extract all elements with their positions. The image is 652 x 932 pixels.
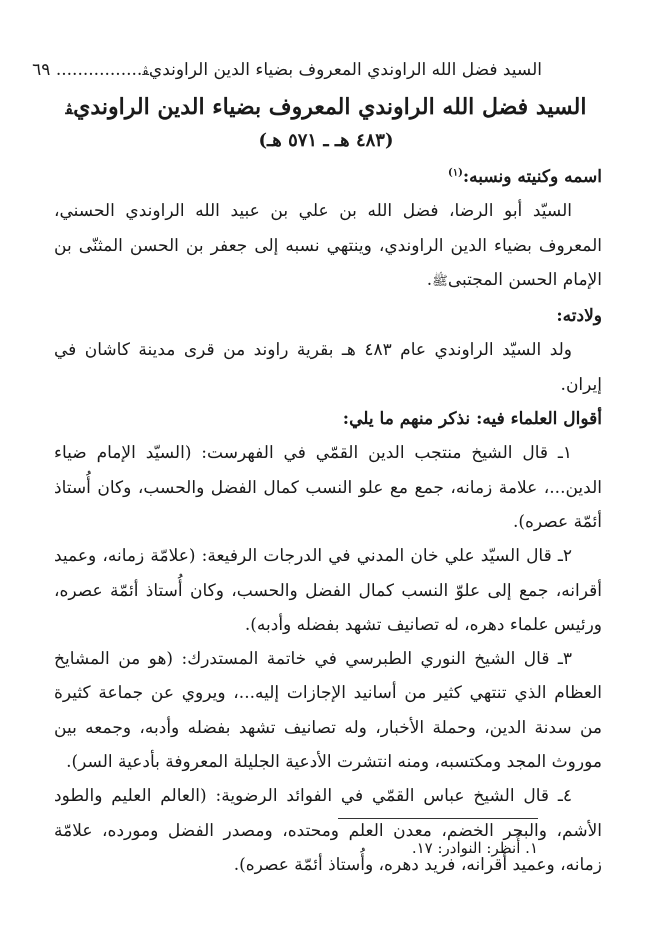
list-item: ٣ـ قال الشيخ النوري الطبرسي في خاتمة المستدرك: (هو من المشايخ العظام الذي تنتهي كثير من أسانيد الإجازات إليه...، ويروي عن جماعة كثيرة من سدنة الدين، وحملة الأخبار، وله تصانيف تشهد بفضله وأدبه، وجمعه بين موروث المجد ومكتسبه، ومنه انتشرت الأدعية الجليلة المعروفة بأدعية السر).	[54, 649, 602, 773]
footnote-divider	[338, 818, 538, 819]
leader-dots: ................	[55, 60, 143, 80]
section-heading-name: اسمه وكنيته ونسبه:$^{(١)}$	[447, 167, 602, 187]
lifespan-years: (٤٨٣ هـ ـ ٥٧١ هـ)	[258, 130, 394, 151]
section-heading-scholars: أقوال العلماء فيه: نذكر منهم ما يلي:	[342, 409, 602, 430]
running-header	[32, 58, 542, 84]
page-number: ٦٩	[32, 60, 51, 80]
main-text	[54, 160, 602, 882]
footnote: ١. أُنظر: النوادر: ١٧.	[411, 839, 538, 857]
running-title: السيد فضل الله الراوندي المعروف بضياء الدين الراونديﭭ	[142, 60, 542, 80]
footnote-ref: (١)	[447, 167, 463, 179]
list-item: ١ـ قال الشيخ منتجب الدين القمّي في الفهرست: (السيّد الإمام ضياء الدين...، علامة زمانه، جمع مع علو النسب كمال الفضل والحسب، وكان أُستاذ أئمّة عصره).	[54, 443, 602, 532]
paragraph-name: السيّد أبو الرضا، فضل الله بن علي بن عبيد الله الراوندي الحسني، المعروف بضياء الدين الراوندي، وينتهي نسبه إلى جعفر بن الحسن المثنّى بن الإمام الحسن المجتبىﷺ.	[54, 201, 602, 290]
list-item: ٤ـ قال الشيخ عباس القمّي في الفوائد الرضوية: (العالم العليم والطود الأشم، والبحر الخضم، معدن العلم ومحتده، ومصدر الفضل ومورده، علامّة زمانه، وعميد أقرانه، فريد دهره، وأُستاذ أئمّة عصره).	[54, 786, 602, 875]
page-number-block	[32, 58, 142, 82]
paragraph-birth: ولد السيّد الراوندي عام ٤٨٣ هـ بقرية راوند من قرى مدينة كاشان في إيران.	[54, 340, 602, 395]
honorific-mark: ﭭ	[142, 64, 149, 79]
section-heading-birth: ولادته:	[556, 306, 602, 327]
list-item: ٢ـ قال السيّد علي خان المدني في الدرجات الرفيعة: (علامّة زمانه، وعميد أقرانه، جمع إلى علوّ النسب كمال الفضل والحسب، وكان أُستاذ أئمّة عصره، ورئيس علماء دهره، له تصانيف تشهد بفضله وأدبه).	[54, 546, 602, 635]
honorific-mark: ﭭ	[65, 100, 74, 118]
honorific-mark: ﷺ	[432, 273, 448, 289]
page-title: السيد فضل الله الراوندي المعروف بضياء الدين الراونديﭭ	[65, 94, 587, 120]
